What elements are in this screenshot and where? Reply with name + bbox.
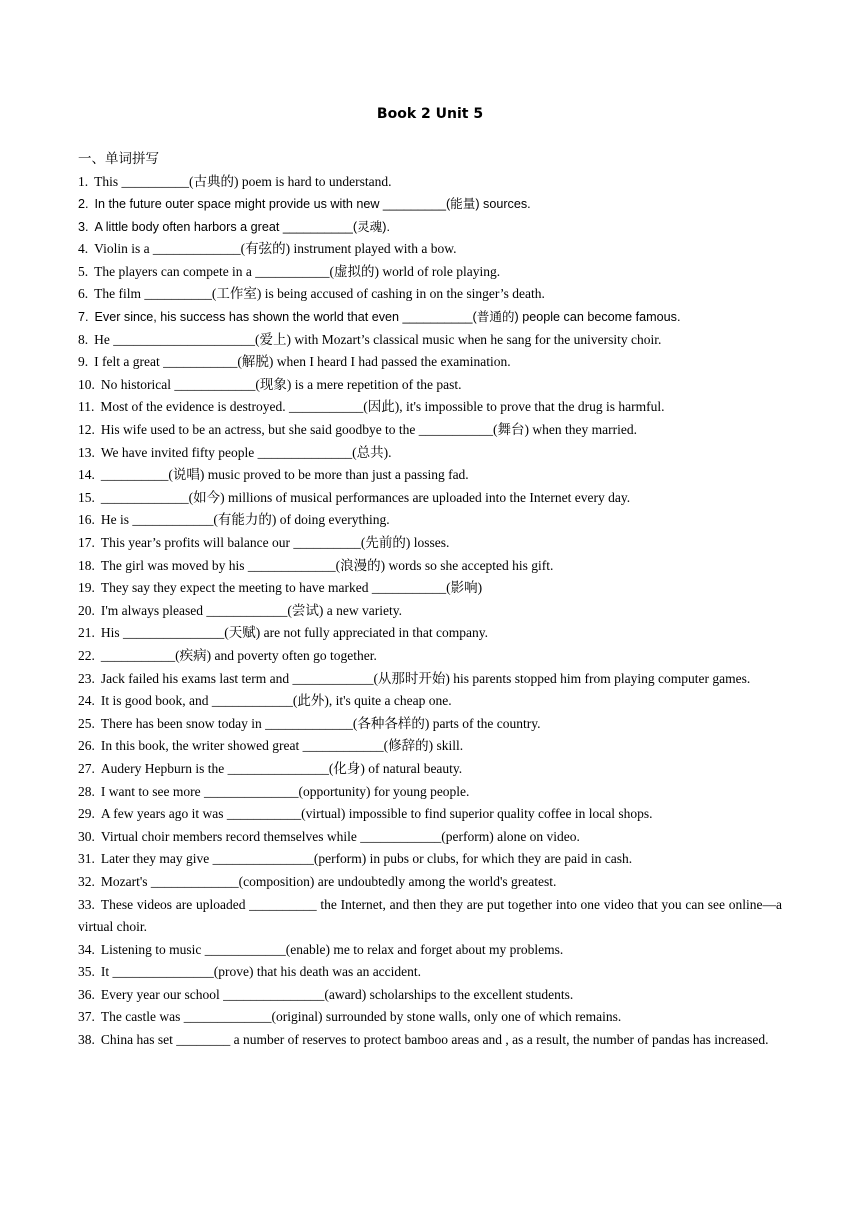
- question-text: A few years ago it was ___________(virtual) impossible to find superior quality coffee in local shops.: [100, 806, 653, 822]
- question-text: Every year our school _______________(award) scholarships to the excellent students.: [100, 986, 574, 1002]
- question-number: 6.: [78, 286, 89, 302]
- question-text: No historical ____________(现象) is a mere repetition of the past.: [100, 376, 462, 392]
- question-item: [78, 645, 782, 668]
- question-text: He is ____________(有能力的) of doing everything.: [100, 512, 390, 528]
- question-item: [78, 306, 782, 329]
- question-item: [78, 826, 782, 849]
- question-text: His _______________(天赋) are not fully appreciated in that company.: [100, 625, 489, 641]
- question-item: [78, 713, 782, 736]
- question-text: They say they expect the meeting to have marked ___________(影响): [100, 580, 483, 596]
- question-number: 35.: [78, 964, 95, 980]
- question-number: 23.: [78, 670, 95, 686]
- question-number: 31.: [78, 851, 95, 867]
- question-number: 36.: [78, 986, 95, 1002]
- question-item: [78, 848, 782, 871]
- question-text: The film __________(工作室) is being accused of cashing in on the singer’s death.: [94, 286, 545, 302]
- question-item: [78, 961, 782, 984]
- question-item: [78, 939, 782, 962]
- question-item: [78, 487, 782, 510]
- question-number: 1.: [78, 173, 89, 189]
- question-item: [78, 329, 782, 352]
- question-item: [78, 374, 782, 397]
- question-item: [78, 803, 782, 826]
- section-heading: 一、单词拼写: [78, 151, 159, 167]
- question-number: 24.: [78, 693, 95, 709]
- question-item: [78, 509, 782, 532]
- question-text: I want to see more ______________(opportunity) for young people.: [100, 783, 470, 799]
- question-text: In this book, the writer showed great ____________(修辞的) skill.: [100, 738, 464, 754]
- question-item: [78, 758, 782, 781]
- question-number: 29.: [78, 806, 95, 822]
- question-item: [78, 171, 782, 194]
- question-text: I'm always pleased ____________(尝试) a new variety.: [100, 602, 402, 618]
- question-number: 33.: [78, 896, 95, 912]
- question-number: 18.: [78, 557, 95, 573]
- question-item: [78, 216, 782, 239]
- question-list: [78, 171, 782, 1052]
- question-number: 11.: [78, 399, 95, 415]
- question-item: [78, 984, 782, 1007]
- question-text: Later they may give _______________(perform) in pubs or clubs, for which they are paid in cash.: [100, 851, 633, 867]
- question-item: [78, 464, 782, 487]
- question-item: [78, 396, 782, 419]
- question-number: 25.: [78, 715, 95, 731]
- question-text: The girl was moved by his _____________(浪漫的) words so she accepted his gift.: [100, 557, 554, 573]
- question-item: [78, 622, 782, 645]
- question-text: Most of the evidence is destroyed. ___________(因此), it's impossible to prove that the drug is harmful.: [100, 399, 665, 415]
- question-item: [78, 600, 782, 623]
- question-text: This year’s profits will balance our __________(先前的) losses.: [100, 535, 450, 550]
- question-number: 8.: [78, 331, 89, 347]
- question-item: [78, 261, 782, 284]
- question-number: 32.: [78, 873, 95, 889]
- question-text: ___________(疾病) and poverty often go together.: [100, 647, 377, 663]
- question-text: A little body often harbors a great __________(灵魂).: [94, 219, 390, 234]
- question-item: [78, 238, 782, 261]
- question-number: 22.: [78, 647, 95, 663]
- question-item: [78, 735, 782, 758]
- question-item: [78, 894, 782, 939]
- question-item: [78, 1006, 782, 1029]
- question-number: 12.: [78, 422, 95, 438]
- question-text: Ever since, his success has shown the world that even __________(普通的) people can become famous.: [94, 310, 681, 325]
- question-number: 27.: [78, 760, 95, 776]
- question-text: Mozart's _____________(composition) are undoubtedly among the world's greatest.: [100, 873, 557, 889]
- question-number: 17.: [78, 535, 95, 550]
- question-text: We have invited fifty people ______________(总共).: [100, 444, 392, 460]
- question-number: 15.: [78, 489, 95, 505]
- question-item: [78, 283, 782, 306]
- question-item: [78, 577, 782, 600]
- question-number: 28.: [78, 783, 95, 799]
- question-text: His wife used to be an actress, but she said goodbye to the ___________(舞台) when they married.: [100, 422, 638, 438]
- question-item: [78, 442, 782, 465]
- question-number: 7.: [78, 310, 89, 325]
- question-number: 10.: [78, 376, 95, 392]
- question-text: The players can compete in a ___________(虚拟的) world of role playing.: [94, 263, 501, 279]
- question-number: 14.: [78, 467, 95, 483]
- question-item: [78, 532, 782, 555]
- worksheet-page: [78, 104, 782, 1052]
- question-text: In the future outer space might provide us with new _________(能量) sources.: [94, 197, 531, 212]
- question-text: I felt a great ___________(解脱) when I heard I had passed the examination.: [94, 354, 511, 370]
- question-item: [78, 1029, 782, 1052]
- question-item: [78, 193, 782, 216]
- question-item: [78, 555, 782, 578]
- question-number: 3.: [78, 219, 89, 234]
- question-number: 20.: [78, 602, 95, 618]
- question-text: Violin is a _____________(有弦的) instrument played with a bow.: [94, 241, 457, 257]
- question-item: [78, 871, 782, 894]
- question-text: Audery Hepburn is the _______________(化身) of natural beauty.: [100, 760, 463, 776]
- question-text: __________(说唱) music proved to be more than just a passing fad.: [100, 467, 469, 483]
- question-number: 34.: [78, 941, 95, 957]
- question-text: These videos are uploaded __________ the Internet, and then they are put together into one video that you can see online—a virtual choir.: [78, 896, 782, 935]
- question-item: [78, 351, 782, 374]
- question-number: 26.: [78, 738, 95, 754]
- question-number: 19.: [78, 580, 95, 596]
- question-text: China has set ________ a number of reserves to protect bamboo areas and , as a result, the number of pandas has increased.: [100, 1032, 769, 1048]
- question-text: It is good book, and ____________(此外), it's quite a cheap one.: [100, 693, 452, 709]
- question-text: There has been snow today in _____________(各种各样的) parts of the country.: [100, 715, 541, 731]
- question-number: 16.: [78, 512, 95, 528]
- question-number: 2.: [78, 197, 89, 212]
- page-title: Book 2 Unit 5: [376, 106, 484, 122]
- question-number: 37.: [78, 1009, 95, 1025]
- question-number: 9.: [78, 354, 89, 370]
- question-number: 38.: [78, 1032, 95, 1048]
- question-text: _____________(如今) millions of musical performances are uploaded into the Internet every day.: [100, 489, 631, 505]
- question-item: [78, 668, 782, 691]
- question-text: Jack failed his exams last term and ____________(从那时开始) his parents stopped him from playing computer games.: [100, 670, 751, 686]
- question-item: [78, 781, 782, 804]
- question-number: 21.: [78, 625, 95, 641]
- question-text: The castle was _____________(original) surrounded by stone walls, only one of which remains.: [100, 1009, 622, 1025]
- question-text: Listening to music ____________(enable) me to relax and forget about my problems.: [100, 941, 564, 957]
- question-text: He _____________________(爱上) with Mozart’s classical music when he sang for the university choir.: [94, 331, 662, 347]
- question-text: Virtual choir members record themselves while ____________(perform) alone on video.: [100, 828, 580, 844]
- question-number: 30.: [78, 828, 95, 844]
- question-number: 13.: [78, 444, 95, 460]
- question-item: [78, 419, 782, 442]
- question-text: This __________(古典的) poem is hard to understand.: [94, 173, 392, 189]
- question-text: It _______________(prove) that his death was an accident.: [100, 964, 422, 980]
- question-number: 4.: [78, 241, 89, 257]
- question-item: [78, 690, 782, 713]
- question-number: 5.: [78, 263, 89, 279]
